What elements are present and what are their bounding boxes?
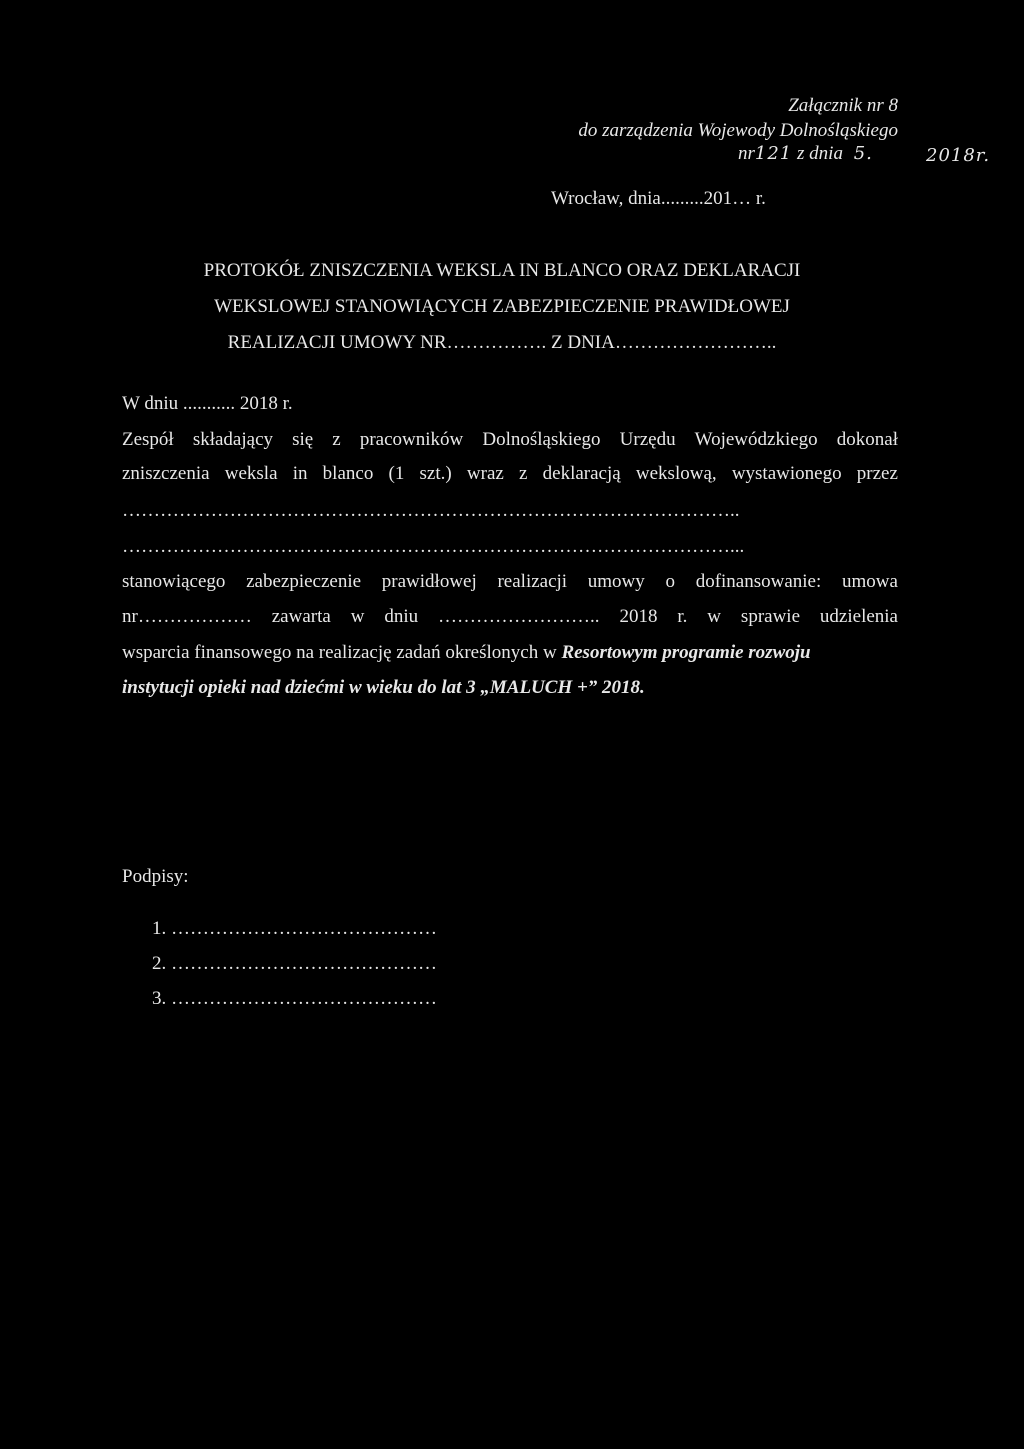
word: dofinansowanie: xyxy=(695,571,822,592)
paragraph-2-line-2 xyxy=(122,606,898,628)
line-3-plain: wsparcia finansowego na realizację zadań określonych w xyxy=(122,642,557,663)
word: z xyxy=(332,429,341,450)
word: (1 xyxy=(388,463,405,484)
place-date: Wrocław, dnia.........201… r. xyxy=(551,188,766,209)
annex-ordinance: do zarządzenia Wojewody Dolnośląskiego xyxy=(578,120,898,141)
word: weksla xyxy=(224,463,278,484)
annex-ordinance-number xyxy=(738,143,873,165)
issuer-dots-line-2: ……………………………………………………………………………………... xyxy=(122,536,745,557)
handwritten-year: 2018r. xyxy=(926,145,991,166)
annex-number: Załącznik nr 8 xyxy=(788,95,898,116)
word: się xyxy=(292,429,314,450)
word: przez xyxy=(856,463,898,484)
word: umowa xyxy=(841,571,898,592)
word: blanco xyxy=(322,463,374,484)
date-line: W dniu ........... 2018 r. xyxy=(122,393,293,414)
word: wystawionego xyxy=(731,463,842,484)
word: składający xyxy=(192,429,273,450)
word: Urzędu xyxy=(619,429,676,450)
document-title-line-2: WEKSLOWEJ STANOWIĄCYCH ZABEZPIECZENIE PRAWIDŁOWEJ xyxy=(214,296,790,317)
word: szt.) xyxy=(419,463,452,484)
programme-name-start: Resortowym programie rozwoju xyxy=(561,642,811,663)
word: Wojewódzkiego xyxy=(694,429,818,450)
document-title-line-1: PROTOKÓŁ ZNISZCZENIA WEKSLA IN BLANCO ORAZ DEKLARACJI xyxy=(203,260,801,281)
word: realizacji xyxy=(497,571,568,592)
word: nr……………… xyxy=(122,606,252,627)
word: udzielenia xyxy=(819,606,898,627)
word: dniu xyxy=(384,606,419,627)
word: prawidłowej xyxy=(381,571,477,592)
word: sprawie xyxy=(740,606,801,627)
signature-line-3: 3. …………………………………… xyxy=(152,988,437,1009)
paragraph-1-line-2 xyxy=(122,463,898,485)
date-prefix: z dnia xyxy=(797,143,843,164)
word: umowy xyxy=(587,571,645,592)
word: zabezpieczenie xyxy=(246,571,362,592)
word: dokonał xyxy=(836,429,898,450)
word: Dolnośląskiego xyxy=(482,429,601,450)
paragraph-2-line-1 xyxy=(122,571,898,593)
word: …………………….. xyxy=(438,606,600,627)
word: r. xyxy=(677,606,688,627)
handwritten-day: 5. xyxy=(853,143,873,164)
signature-line-1: 1. …………………………………… xyxy=(152,918,437,939)
word: zawarta xyxy=(271,606,331,627)
word: zniszczenia xyxy=(122,463,210,484)
word: deklaracją xyxy=(542,463,621,484)
word: o xyxy=(665,571,675,592)
word: wraz xyxy=(466,463,504,484)
signature-line-2: 2. …………………………………… xyxy=(152,953,437,974)
word: z xyxy=(519,463,528,484)
paragraph-1-line-1 xyxy=(122,429,898,451)
signatures-label: Podpisy: xyxy=(122,866,189,887)
word: 2018 xyxy=(619,606,658,627)
paragraph-2-line-3 xyxy=(122,642,898,664)
document-title-line-3: REALIZACJI UMOWY NR……………. Z DNIA…………………….. xyxy=(227,332,777,353)
handwritten-number: 121 xyxy=(754,143,793,164)
issuer-dots-line-1: …………………………………………………………………………………….. xyxy=(122,500,740,521)
word: in xyxy=(292,463,308,484)
programme-name-end: instytucji opieki nad dziećmi w wieku do lat 3 „MALUCH +” 2018. xyxy=(122,677,645,698)
word: w xyxy=(707,606,722,627)
word: wekslową, xyxy=(635,463,717,484)
nr-prefix: nr xyxy=(738,143,755,164)
word: stanowiącego xyxy=(122,571,226,592)
word: pracowników xyxy=(359,429,464,450)
word: Zespół xyxy=(122,429,174,450)
word: w xyxy=(350,606,365,627)
